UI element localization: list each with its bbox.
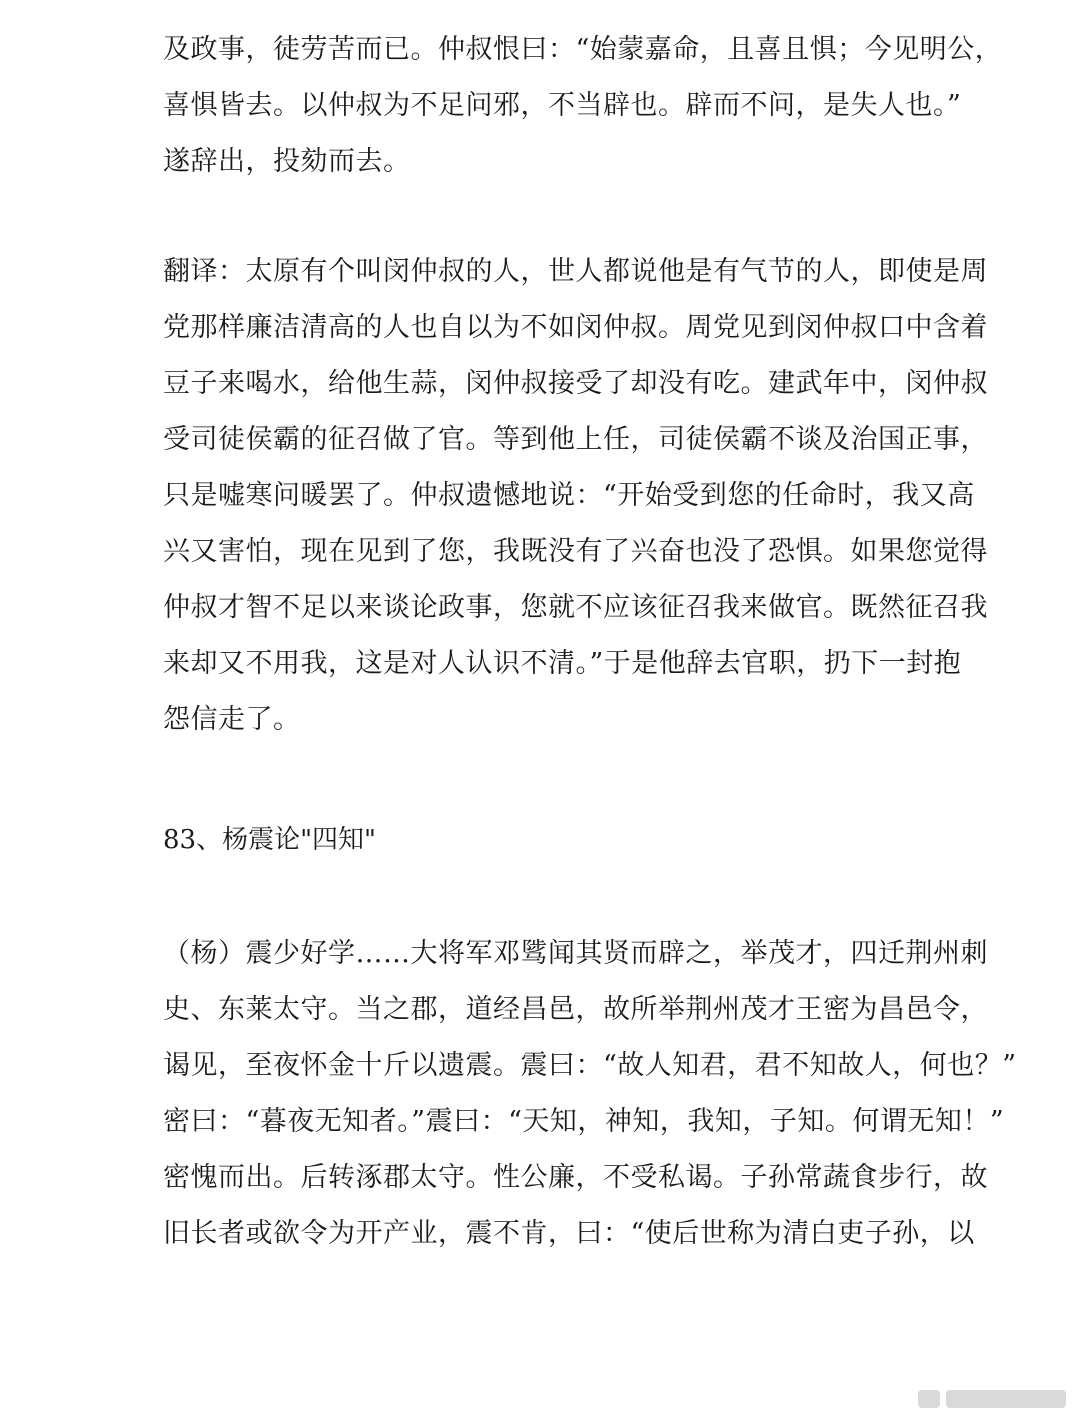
section-heading: 83、杨震论"四知" (163, 825, 377, 855)
text-line: 只是嘘寒问暖罢了。仲叔遗憾地说：“开始受到您的任命时，我又高 (163, 480, 975, 511)
text-line: 旧长者或欲令为开产业，震不肯，曰：“使后世称为清白吏子孙，以 (163, 1218, 975, 1249)
text-line: 来却又不用我，这是对人认识不清。”于是他辞去官职，扔下一封抱 (163, 648, 962, 679)
paragraph-story (163, 926, 1017, 1262)
text-line: 谒见，至夜怀金十斤以遗震。震曰：“故人知君，君不知故人，何也？” (163, 1050, 1017, 1081)
paragraph-original-text-end (163, 22, 1003, 190)
text-line: 密曰：“暮夜无知者。”震曰：“天知，神知，我知，子知。何谓无知！” (163, 1106, 1005, 1137)
text-line: 及政事，徒劳苦而已。仲叔恨曰：“始蒙嘉命，且喜且惧；今见明公， (163, 34, 1003, 65)
text-line: 喜惧皆去。以仲叔为不足问邪，不当辟也。辟而不问，是失人也。” (163, 90, 962, 121)
watermark-logo (918, 1390, 1066, 1408)
text-line: 史、东莱太守。当之郡，道经昌邑，故所举荆州茂才王密为昌邑令， (163, 994, 988, 1025)
paragraph-translation (163, 244, 988, 748)
text-line: 怨信走了。 (163, 704, 301, 735)
text-line: 党那样廉洁清高的人也自以为不如闵仲叔。周党见到闵仲叔口中含着 (163, 312, 988, 343)
text-line: 豆子来喝水，给他生蒜，闵仲叔接受了却没有吃。建武年中，闵仲叔 (163, 368, 988, 399)
text-line: 仲叔才智不足以来谈论政事，您就不应该征召我来做官。既然征召我 (163, 592, 988, 623)
text-line: 翻译：太原有个叫闵仲叔的人，世人都说他是有气节的人，即使是周 (163, 256, 988, 287)
text-line: 兴又害怕，现在见到了您，我既没有了兴奋也没了恐惧。如果您觉得 (163, 536, 988, 567)
watermark-text-redacted (946, 1390, 1066, 1408)
text-line: 受司徒侯霸的征召做了官。等到他上任，司徒侯霸不谈及治国正事， (163, 424, 988, 455)
text-line: 密愧而出。后转涿郡太守。性公廉，不受私谒。子孙常蔬食步行，故 (163, 1162, 988, 1193)
text-line: 遂辞出，投劾而去。 (163, 146, 411, 177)
watermark-mark-icon (918, 1390, 940, 1408)
text-line: （杨）震少好学……大将军邓骘闻其贤而辟之，举茂才，四迁荆州刺 (163, 938, 988, 969)
